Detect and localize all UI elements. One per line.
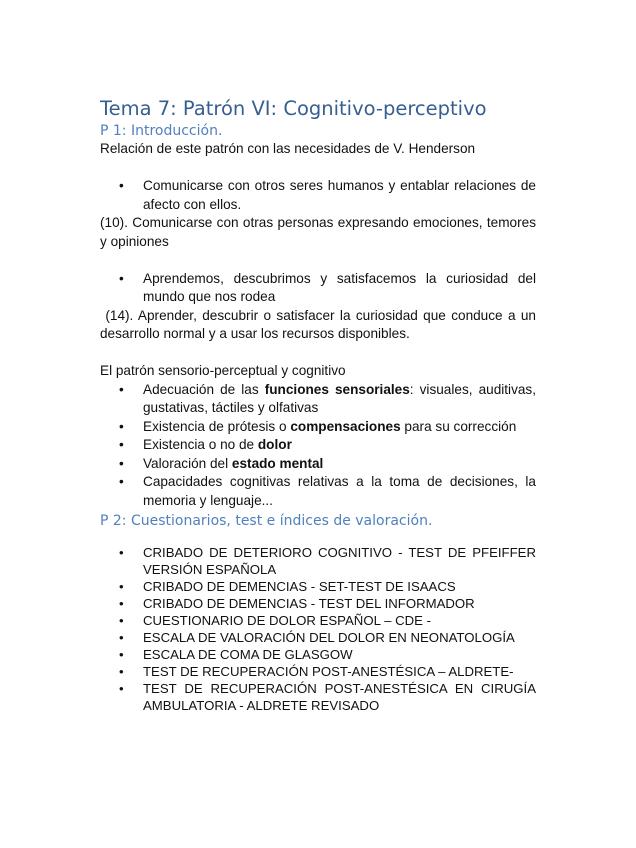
- list-item: • TEST DE RECUPERACIÓN POST-ANESTÉSICA EN CIRUGÍA AMBULATORIA - ALDRETE REVISADO: [143, 680, 536, 714]
- list-item: • ESCALA DE VALORACIÓN DEL DOLOR EN NEONATOLOGÍA: [143, 629, 536, 646]
- document-title: Tema 7: Patrón VI: Cognitivo-perceptivo: [100, 97, 487, 120]
- list-item: • Comunicarse con otros seres humanos y entablar relaciones de afecto con ellos.: [143, 177, 536, 214]
- pattern-list: [100, 381, 536, 511]
- list-item: • CRIBADO DE DEMENCIAS - TEST DEL INFORMADOR: [143, 595, 536, 612]
- list-item: • CRIBADO DE DEMENCIAS - SET-TEST DE ISAACS: [143, 578, 536, 595]
- list-item: • Existencia o no de dolor: [143, 436, 536, 455]
- list-item: • CUESTIONARIO DE DOLOR ESPAÑOL – CDE -: [143, 612, 536, 629]
- questionnaire-list: [100, 544, 536, 714]
- list-item: • Aprendemos, descubrimos y satisfacemos la curiosidad del mundo que nos rodea: [143, 270, 536, 307]
- list-item: • Adecuación de las funciones sensoriales: visuales, auditivas, gustativas, táctiles y olfativas: [143, 381, 536, 418]
- list-item: • Existencia de prótesis o compensaciones para su corrección: [143, 418, 536, 437]
- list-item: • TEST DE RECUPERACIÓN POST-ANESTÉSICA – ALDRETE-: [143, 663, 536, 680]
- need-paragraph-10: (10). Comunicarse con otras personas expresando emociones, temores y opiniones: [100, 215, 536, 249]
- document-page: [100, 96, 540, 714]
- list-item: • CRIBADO DE DETERIORO COGNITIVO - TEST DE PFEIFFER VERSIÓN ESPAÑOLA: [143, 544, 536, 578]
- henderson-list-2: [100, 270, 536, 307]
- section-heading-cuestionarios: P 2: Cuestionarios, test e índices de valoración.: [100, 513, 433, 529]
- need-paragraph-14: (14). Aprender, descubrir o satisfacer la curiosidad que conduce a un desarrollo normal y a usar los recursos disponibles.: [100, 307, 540, 341]
- pattern-intro: El patrón sensorio-perceptual y cognitivo: [100, 363, 346, 378]
- section-heading-introduccion: P 1: Introducción.: [100, 123, 223, 139]
- list-item: • Capacidades cognitivas relativas a la toma de decisiones, la memoria y lenguaje...: [143, 473, 536, 510]
- henderson-list-1: [100, 177, 536, 214]
- intro-paragraph: Relación de este patrón con las necesidades de V. Henderson: [100, 141, 476, 156]
- list-item: • Valoración del estado mental: [143, 455, 536, 474]
- list-item: • ESCALA DE COMA DE GLASGOW: [143, 646, 536, 663]
